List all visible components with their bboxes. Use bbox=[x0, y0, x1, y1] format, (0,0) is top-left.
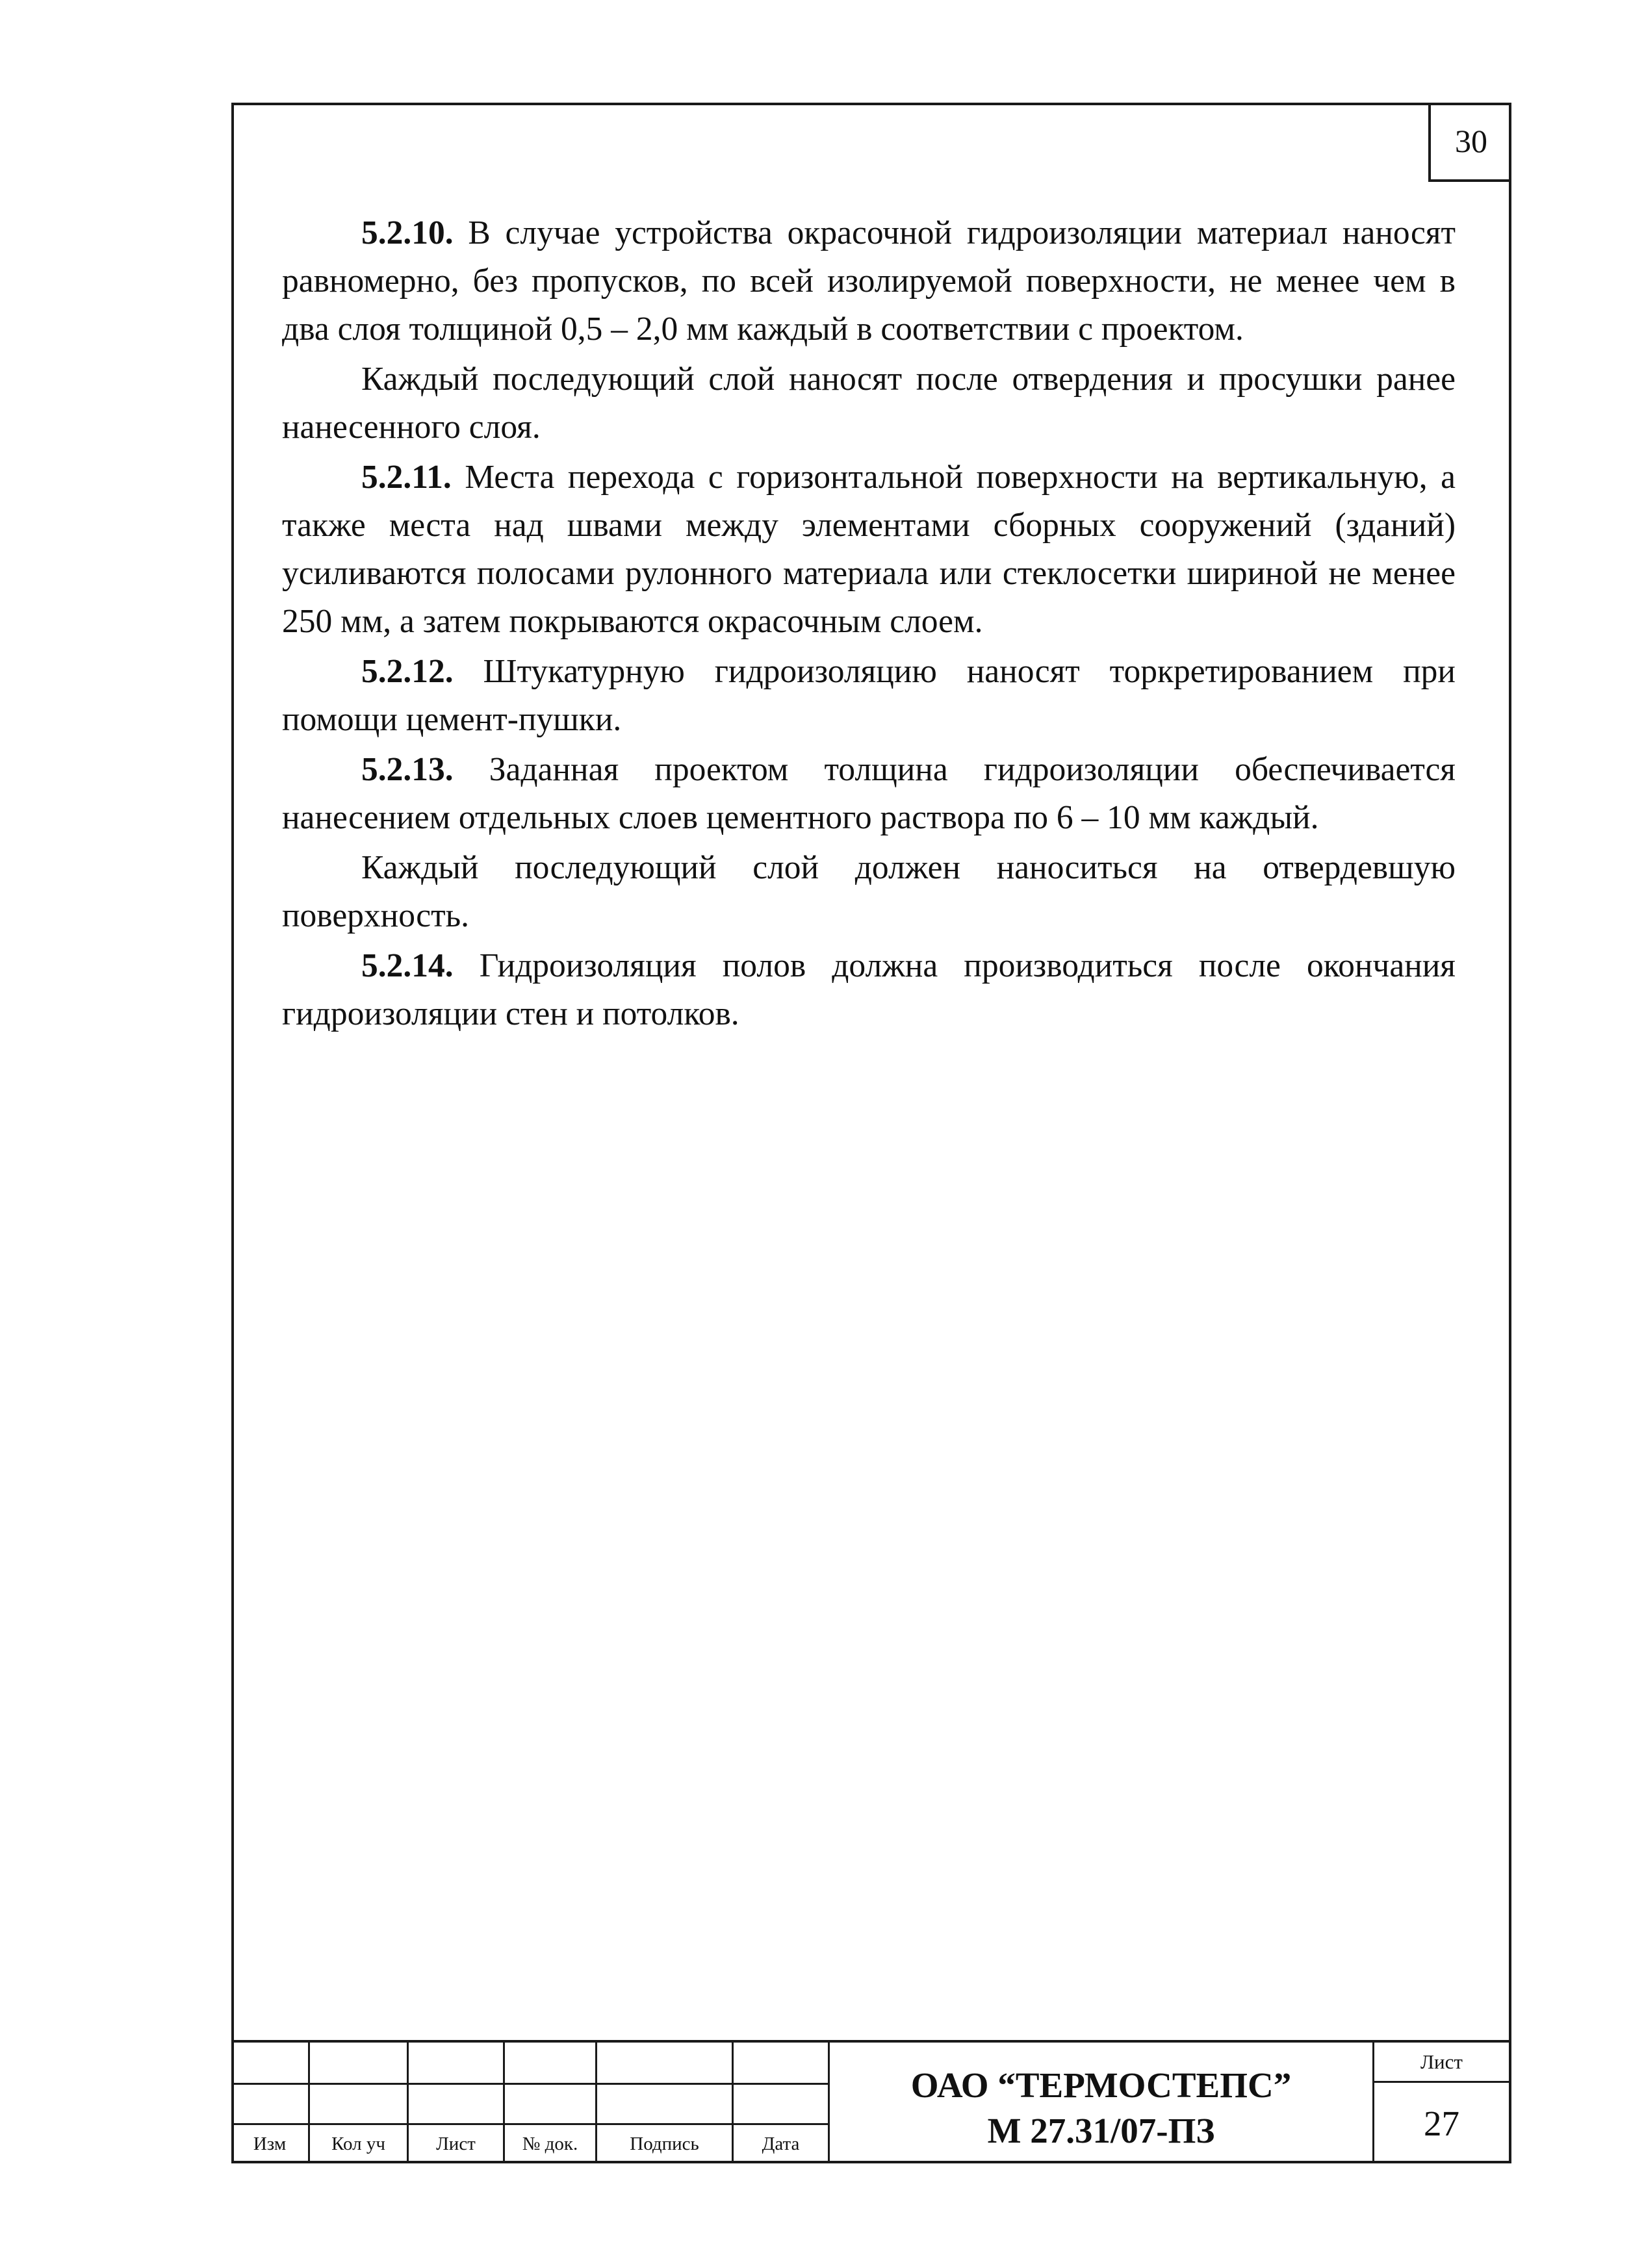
clause-number: 5.2.10. bbox=[361, 214, 454, 251]
document-code: М 27.31/07-ПЗ bbox=[987, 2111, 1215, 2150]
paragraph-text: Каждый последующий слой должен наноситься на отвердевшую поверхность. bbox=[282, 849, 1456, 934]
document-designation bbox=[828, 2043, 1372, 2163]
column-label-date: Дата bbox=[762, 2133, 800, 2154]
clause-number: 5.2.13. bbox=[361, 751, 454, 788]
revision-grid bbox=[231, 2043, 828, 2163]
paragraph-5-2-14 bbox=[282, 942, 1456, 1038]
column-label-kol-uch: Кол уч bbox=[331, 2133, 385, 2154]
paragraph-5-2-10 bbox=[282, 209, 1456, 353]
sheet-label: Лист bbox=[1374, 2043, 1509, 2083]
paragraph-text: В случае устройства окрасочной гидроизоляции материал наносят равномерно, без пропусков, по всей изолируемой поверхности, не менее чем в два слоя толщиной 0,5 – 2,0 мм каждый в соответствии с проектом. bbox=[282, 214, 1456, 348]
title-block bbox=[231, 2040, 1511, 2163]
column-label-doc-number: № док. bbox=[522, 2133, 578, 2154]
paragraph-5-2-13 bbox=[282, 746, 1456, 842]
clause-number: 5.2.11. bbox=[361, 459, 452, 496]
paragraph-5-2-12 bbox=[282, 648, 1456, 744]
paragraph-text: Заданная проектом толщина гидроизоляции обеспечивается нанесением отдельных слоев цементного раствора по 6 – 10 мм каждый. bbox=[282, 751, 1456, 836]
column-label-list: Лист bbox=[436, 2133, 476, 2154]
column-label-izm: Изм bbox=[253, 2133, 287, 2154]
paragraph-text: Места перехода с горизонтальной поверхности на вертикальную, а также места над швами между элементами сборных сооружений (зданий) усиливаются полосами рулонного материала или стеклосетки шириной не менее 250 мм, а затем покрываются окрасочным слоем. bbox=[282, 459, 1456, 640]
paragraph-text: Каждый последующий слой наносят после отвердения и просушки ранее нанесенного слоя. bbox=[282, 361, 1456, 446]
paragraph-text: Штукатурную гидроизоляцию наносят торкретированием при помощи цемент-пушки. bbox=[282, 653, 1456, 738]
sheet-box bbox=[1372, 2043, 1509, 2163]
sheet-number: 27 bbox=[1424, 2103, 1459, 2143]
body-text bbox=[282, 209, 1456, 1038]
paragraph-text: Гидроизоляция полов должна производиться после окончания гидроизоляции стен и потолков. bbox=[282, 947, 1456, 1032]
organization-name: ОАО “ТЕРМОСТЕПС” bbox=[910, 2065, 1292, 2105]
paragraph-5-2-10-cont bbox=[282, 355, 1456, 452]
paragraph-5-2-11 bbox=[282, 453, 1456, 646]
column-label-signature: Подпись bbox=[630, 2133, 699, 2154]
paragraph-5-2-13-cont bbox=[282, 844, 1456, 940]
clause-number: 5.2.14. bbox=[361, 947, 454, 984]
top-page-number: 30 bbox=[1428, 103, 1511, 182]
clause-number: 5.2.12. bbox=[361, 653, 454, 690]
grid-line bbox=[231, 2083, 828, 2085]
